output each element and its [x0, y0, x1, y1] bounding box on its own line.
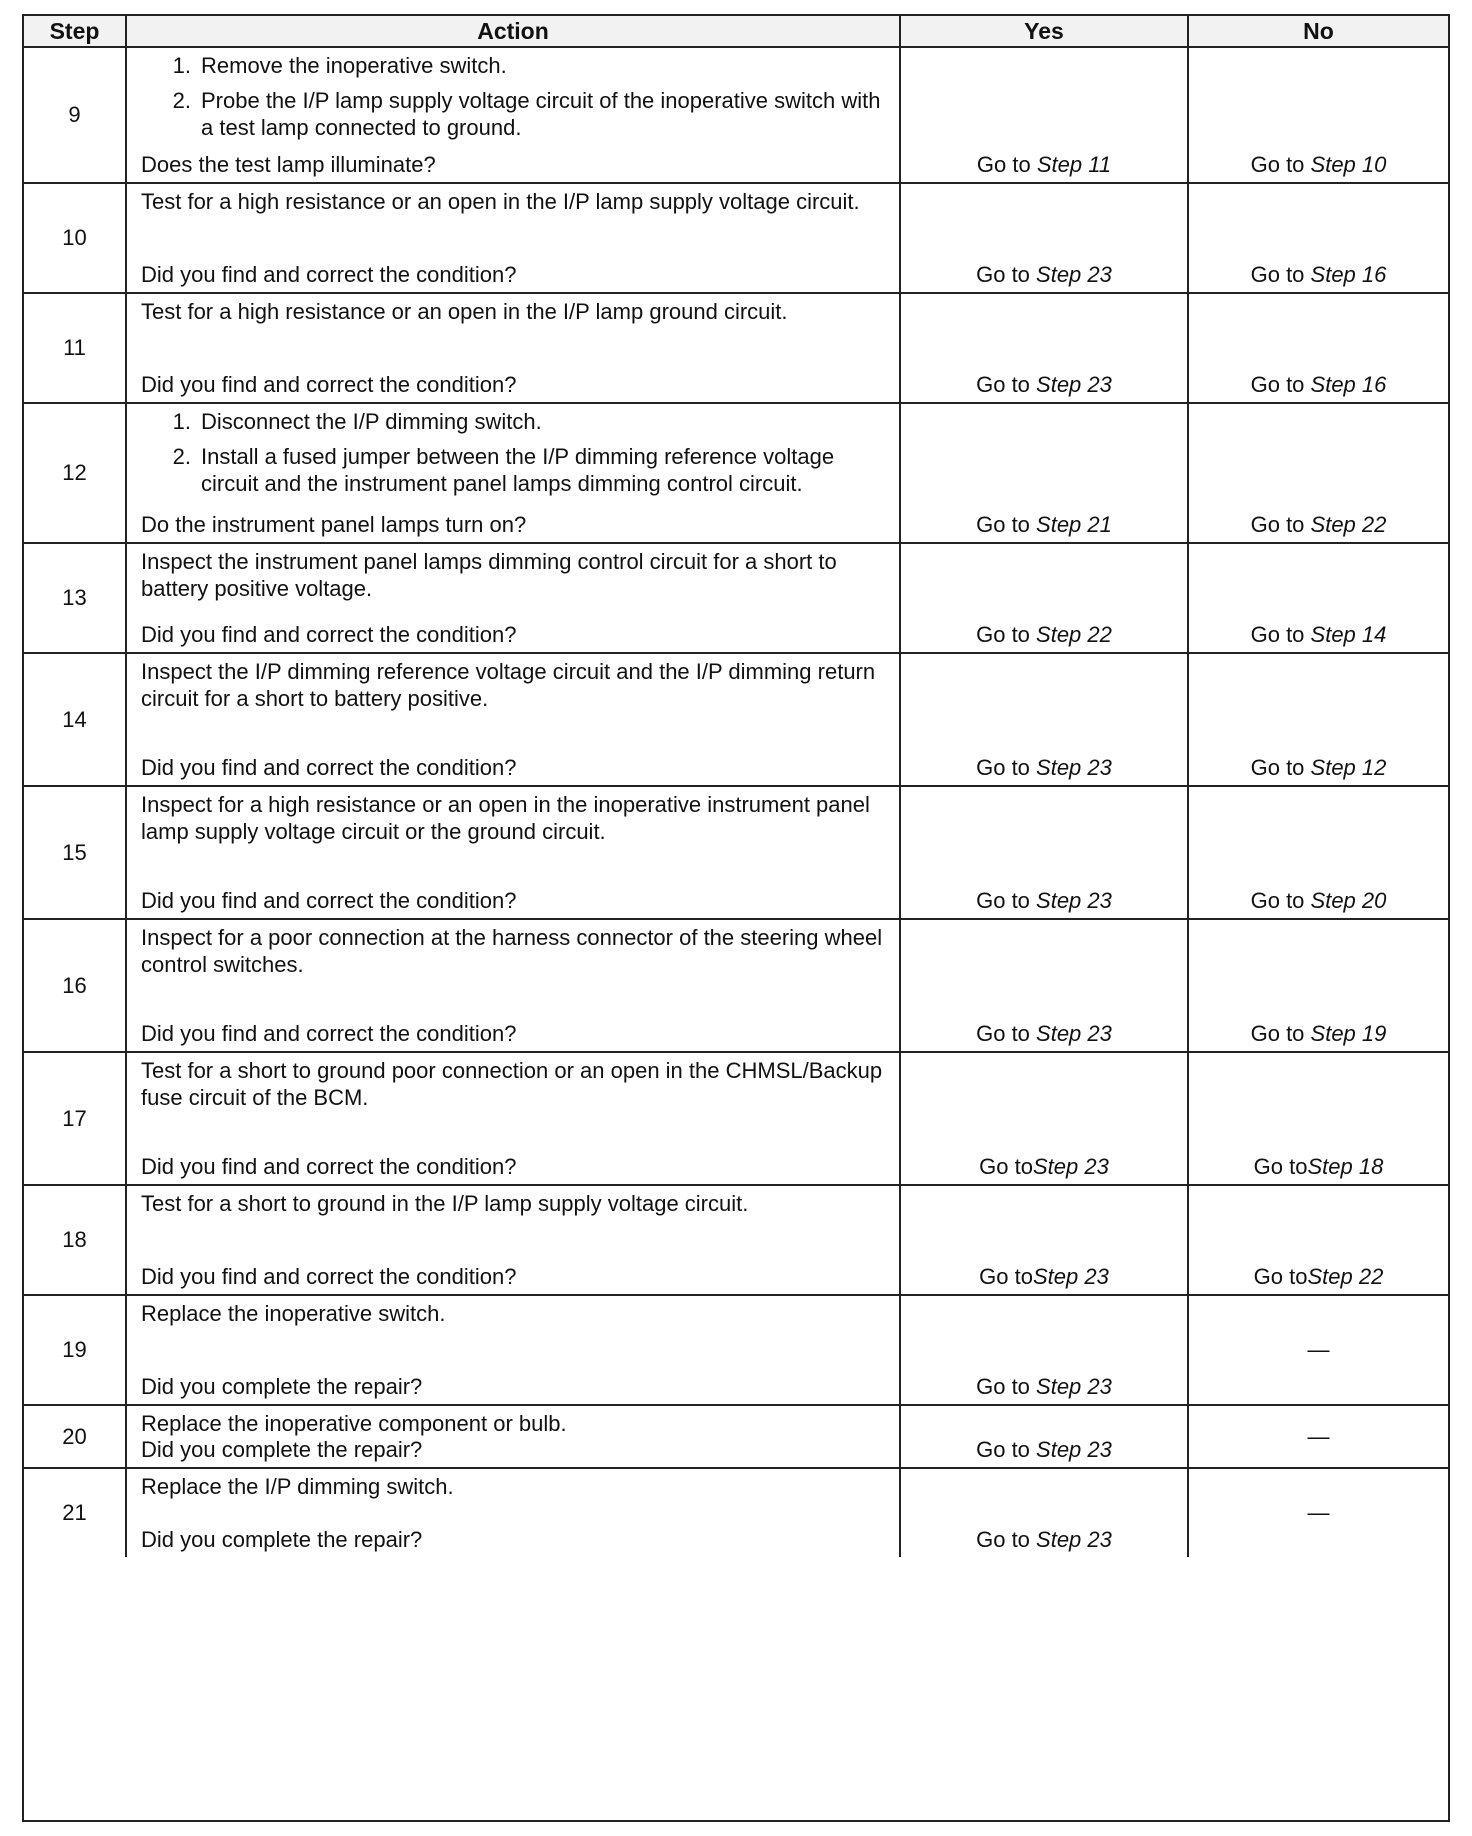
no-step-reference: Step 14	[1310, 622, 1387, 647]
step-number: 17	[24, 1053, 127, 1184]
no-result	[1189, 754, 1448, 781]
table-row	[24, 404, 1448, 544]
no-step-reference: Step 10	[1310, 152, 1387, 177]
no-goto-label: Go to	[1250, 622, 1311, 647]
no-result	[1189, 151, 1448, 178]
table-row	[24, 184, 1448, 294]
question-text: Did you find and correct the condition?	[141, 372, 517, 397]
no-goto-label: Go to	[1250, 755, 1311, 780]
no-result	[1189, 887, 1448, 914]
yes-goto-label: Go to	[979, 1154, 1033, 1179]
action-cell	[127, 294, 901, 402]
action-cell	[127, 1469, 901, 1557]
yes-step-reference: Step 23	[1036, 1527, 1112, 1552]
list-item-text: Remove the inoperative switch.	[201, 53, 507, 78]
no-step-reference: Step 22	[1310, 512, 1387, 537]
no-cell	[1189, 1406, 1448, 1467]
table-row	[24, 1406, 1448, 1469]
action-list	[141, 52, 885, 141]
no-cell	[1189, 787, 1448, 918]
yes-goto-label: Go to	[976, 262, 1037, 287]
yes-result	[901, 1020, 1187, 1047]
table-header	[24, 16, 1448, 48]
no-step-reference: Step 20	[1310, 888, 1387, 913]
diagnostic-table	[22, 14, 1450, 1822]
yes-step-reference: Step 23	[1032, 1264, 1109, 1289]
no-step-reference: Step 18	[1307, 1154, 1384, 1179]
yes-step-reference: Step 22	[1036, 622, 1112, 647]
yes-cell	[901, 1053, 1189, 1184]
yes-step-reference: Step 23	[1036, 1437, 1112, 1462]
step-number: 13	[24, 544, 127, 652]
action-instructions	[127, 184, 899, 215]
no-result	[1189, 1153, 1448, 1180]
no-goto-label: Go to	[1250, 152, 1311, 177]
yes-result	[901, 371, 1187, 398]
table-row	[24, 654, 1448, 787]
yes-cell	[901, 1469, 1189, 1557]
action-cell	[127, 787, 901, 918]
question-text: Did you find and correct the condition?	[141, 1154, 517, 1179]
action-instructions	[127, 1406, 899, 1437]
list-item-number: 1.	[172, 53, 191, 78]
no-step-reference: Step 16	[1310, 372, 1387, 397]
no-step-reference: Step 16	[1310, 262, 1387, 287]
step-number: 9	[24, 48, 127, 182]
question-text: Did you find and correct the condition?	[141, 1021, 517, 1046]
no-step-reference: Step 19	[1310, 1021, 1387, 1046]
question-text: Did you complete the repair?	[141, 1374, 423, 1399]
yes-result	[901, 151, 1187, 178]
action-text: Inspect for a poor connection at the harness connector of the steering wheel control switches.	[141, 925, 883, 977]
table-row	[24, 1053, 1448, 1186]
action-instructions	[127, 48, 899, 141]
yes-cell	[901, 654, 1189, 785]
action-text: Inspect the I/P dimming reference voltage circuit and the I/P dimming return circuit for a short to battery positive.	[141, 659, 876, 711]
yes-result	[901, 511, 1187, 538]
yes-result	[901, 621, 1187, 648]
no-goto-label: Go to	[1250, 372, 1311, 397]
action-text: Test for a high resistance or an open in the I/P lamp ground circuit.	[141, 299, 788, 324]
action-text: Test for a high resistance or an open in the I/P lamp supply voltage circuit.	[141, 189, 860, 214]
no-goto-label: Go to	[1250, 888, 1311, 913]
yes-cell	[901, 1186, 1189, 1294]
step-number: 11	[24, 294, 127, 402]
yes-result	[901, 1263, 1187, 1290]
action-text: Replace the inoperative component or bulb.	[141, 1411, 567, 1436]
yes-goto-label: Go to	[976, 755, 1037, 780]
list-item-number: 2.	[172, 444, 191, 469]
action-cell	[127, 1296, 901, 1404]
no-cell	[1189, 294, 1448, 402]
no-goto-label: Go to	[1250, 512, 1311, 537]
no-cell	[1189, 654, 1448, 785]
action-instructions	[127, 920, 899, 978]
header-action: Action	[127, 16, 901, 46]
yes-step-reference: Step 11	[1036, 152, 1112, 177]
table-row	[24, 48, 1448, 184]
yes-goto-label: Go to	[976, 152, 1037, 177]
yes-result	[901, 754, 1187, 781]
yes-result	[901, 1436, 1187, 1463]
question-text: Did you complete the repair?	[141, 1527, 423, 1552]
list-item	[141, 408, 885, 435]
action-cell	[127, 1406, 901, 1467]
action-instructions	[127, 787, 899, 845]
question-text: Did you find and correct the condition?	[141, 888, 517, 913]
question-text: Did you find and correct the condition?	[141, 1264, 517, 1289]
yes-result	[901, 1153, 1187, 1180]
no-result	[1189, 511, 1448, 538]
header-step: Step	[24, 16, 127, 46]
action-text: Test for a short to ground poor connection or an open in the CHMSL/Backup fuse circuit of the BCM.	[141, 1058, 883, 1110]
action-text: Replace the inoperative switch.	[141, 1301, 446, 1326]
yes-cell	[901, 184, 1189, 292]
yes-step-reference: Step 23	[1036, 888, 1112, 913]
action-instructions	[127, 294, 899, 325]
no-result	[1189, 1263, 1448, 1290]
no-cell	[1189, 404, 1448, 542]
list-item	[141, 52, 885, 79]
step-number: 15	[24, 787, 127, 918]
yes-goto-label: Go to	[976, 888, 1037, 913]
yes-cell	[901, 1296, 1189, 1404]
no-dash: —	[1307, 1500, 1330, 1525]
table-row	[24, 1296, 1448, 1406]
yes-goto-label: Go to	[976, 1527, 1037, 1552]
action-cell	[127, 654, 901, 785]
yes-cell	[901, 48, 1189, 182]
no-goto-label: Go to	[1250, 1021, 1311, 1046]
no-dash: —	[1307, 1337, 1330, 1362]
yes-result	[901, 1373, 1187, 1400]
question-text: Did you find and correct the condition?	[141, 622, 517, 647]
action-instructions	[127, 1469, 899, 1500]
action-cell	[127, 404, 901, 542]
yes-step-reference: Step 23	[1036, 1374, 1112, 1399]
step-number: 20	[24, 1406, 127, 1467]
yes-step-reference: Step 23	[1036, 1021, 1112, 1046]
yes-cell	[901, 787, 1189, 918]
yes-cell	[901, 1406, 1189, 1467]
step-number: 21	[24, 1469, 127, 1557]
yes-cell	[901, 294, 1189, 402]
action-cell	[127, 48, 901, 182]
yes-cell	[901, 920, 1189, 1051]
list-item-text: Probe the I/P lamp supply voltage circuit of the inoperative switch with a test lamp connected to ground.	[201, 88, 881, 140]
no-cell	[1189, 48, 1448, 182]
no-result	[1189, 371, 1448, 398]
header-no: No	[1189, 16, 1448, 46]
action-cell	[127, 920, 901, 1051]
yes-goto-label: Go to	[976, 512, 1037, 537]
action-instructions	[127, 654, 899, 712]
action-instructions	[127, 1296, 899, 1327]
action-cell	[127, 544, 901, 652]
action-text: Replace the I/P dimming switch.	[141, 1474, 454, 1499]
step-number: 10	[24, 184, 127, 292]
no-cell	[1189, 1296, 1448, 1404]
yes-step-reference: Step 23	[1036, 372, 1112, 397]
no-step-reference: Step 12	[1310, 755, 1387, 780]
action-instructions	[127, 404, 899, 497]
no-goto-label: Go to	[1253, 1264, 1308, 1289]
yes-result	[901, 1526, 1187, 1553]
no-cell	[1189, 184, 1448, 292]
yes-goto-label: Go to	[976, 1437, 1037, 1462]
step-number: 12	[24, 404, 127, 542]
no-result	[1189, 261, 1448, 288]
list-item	[141, 87, 885, 141]
action-list	[141, 408, 885, 497]
yes-goto-label: Go to	[979, 1264, 1033, 1289]
no-step-reference: Step 22	[1307, 1264, 1384, 1289]
no-goto-label: Go to	[1253, 1154, 1308, 1179]
yes-goto-label: Go to	[976, 372, 1037, 397]
yes-goto-label: Go to	[976, 622, 1037, 647]
question-text: Did you find and correct the condition?	[141, 755, 517, 780]
no-cell	[1189, 1186, 1448, 1294]
yes-result	[901, 261, 1187, 288]
no-dash: —	[1307, 1423, 1330, 1449]
yes-step-reference: Step 23	[1036, 262, 1112, 287]
yes-result	[901, 887, 1187, 914]
yes-goto-label: Go to	[976, 1374, 1037, 1399]
table-row	[24, 787, 1448, 920]
list-item-text: Install a fused jumper between the I/P dimming reference voltage circuit and the instrument panel lamps dimming control circuit.	[201, 444, 835, 496]
question-text: Does the test lamp illuminate?	[141, 152, 436, 177]
yes-cell	[901, 544, 1189, 652]
yes-goto-label: Go to	[976, 1021, 1037, 1046]
list-item-text: Disconnect the I/P dimming switch.	[201, 409, 542, 434]
no-cell	[1189, 920, 1448, 1051]
header-yes: Yes	[901, 16, 1189, 46]
step-number: 14	[24, 654, 127, 785]
table-row	[24, 544, 1448, 654]
table-row	[24, 1469, 1448, 1557]
list-item-number: 1.	[172, 409, 191, 434]
action-cell	[127, 1186, 901, 1294]
action-text: Inspect the instrument panel lamps dimming control circuit for a short to battery positive voltage.	[141, 549, 837, 601]
no-cell	[1189, 544, 1448, 652]
action-cell	[127, 1053, 901, 1184]
yes-step-reference: Step 21	[1036, 512, 1112, 537]
table-row	[24, 920, 1448, 1053]
list-item	[141, 443, 885, 497]
action-instructions	[127, 1053, 899, 1111]
step-number: 16	[24, 920, 127, 1051]
question-text: Did you find and correct the condition?	[141, 262, 517, 287]
action-instructions	[127, 544, 899, 602]
yes-step-reference: Step 23	[1036, 755, 1112, 780]
no-result	[1189, 1020, 1448, 1047]
action-cell	[127, 184, 901, 292]
table-row	[24, 294, 1448, 404]
action-instructions	[127, 1186, 899, 1217]
yes-step-reference: Step 23	[1032, 1154, 1109, 1179]
no-cell	[1189, 1469, 1448, 1557]
no-result	[1189, 621, 1448, 648]
yes-cell	[901, 404, 1189, 542]
list-item-number: 2.	[172, 88, 191, 113]
no-goto-label: Go to	[1250, 262, 1311, 287]
action-text: Inspect for a high resistance or an open in the inoperative instrument panel lamp supply voltage circuit or the ground circuit.	[141, 792, 870, 844]
step-number: 18	[24, 1186, 127, 1294]
action-text: Test for a short to ground in the I/P lamp supply voltage circuit.	[141, 1191, 749, 1216]
step-number: 19	[24, 1296, 127, 1404]
question-text: Do the instrument panel lamps turn on?	[141, 512, 527, 537]
question-text: Did you complete the repair?	[141, 1437, 423, 1462]
table-row	[24, 1186, 1448, 1296]
no-cell	[1189, 1053, 1448, 1184]
